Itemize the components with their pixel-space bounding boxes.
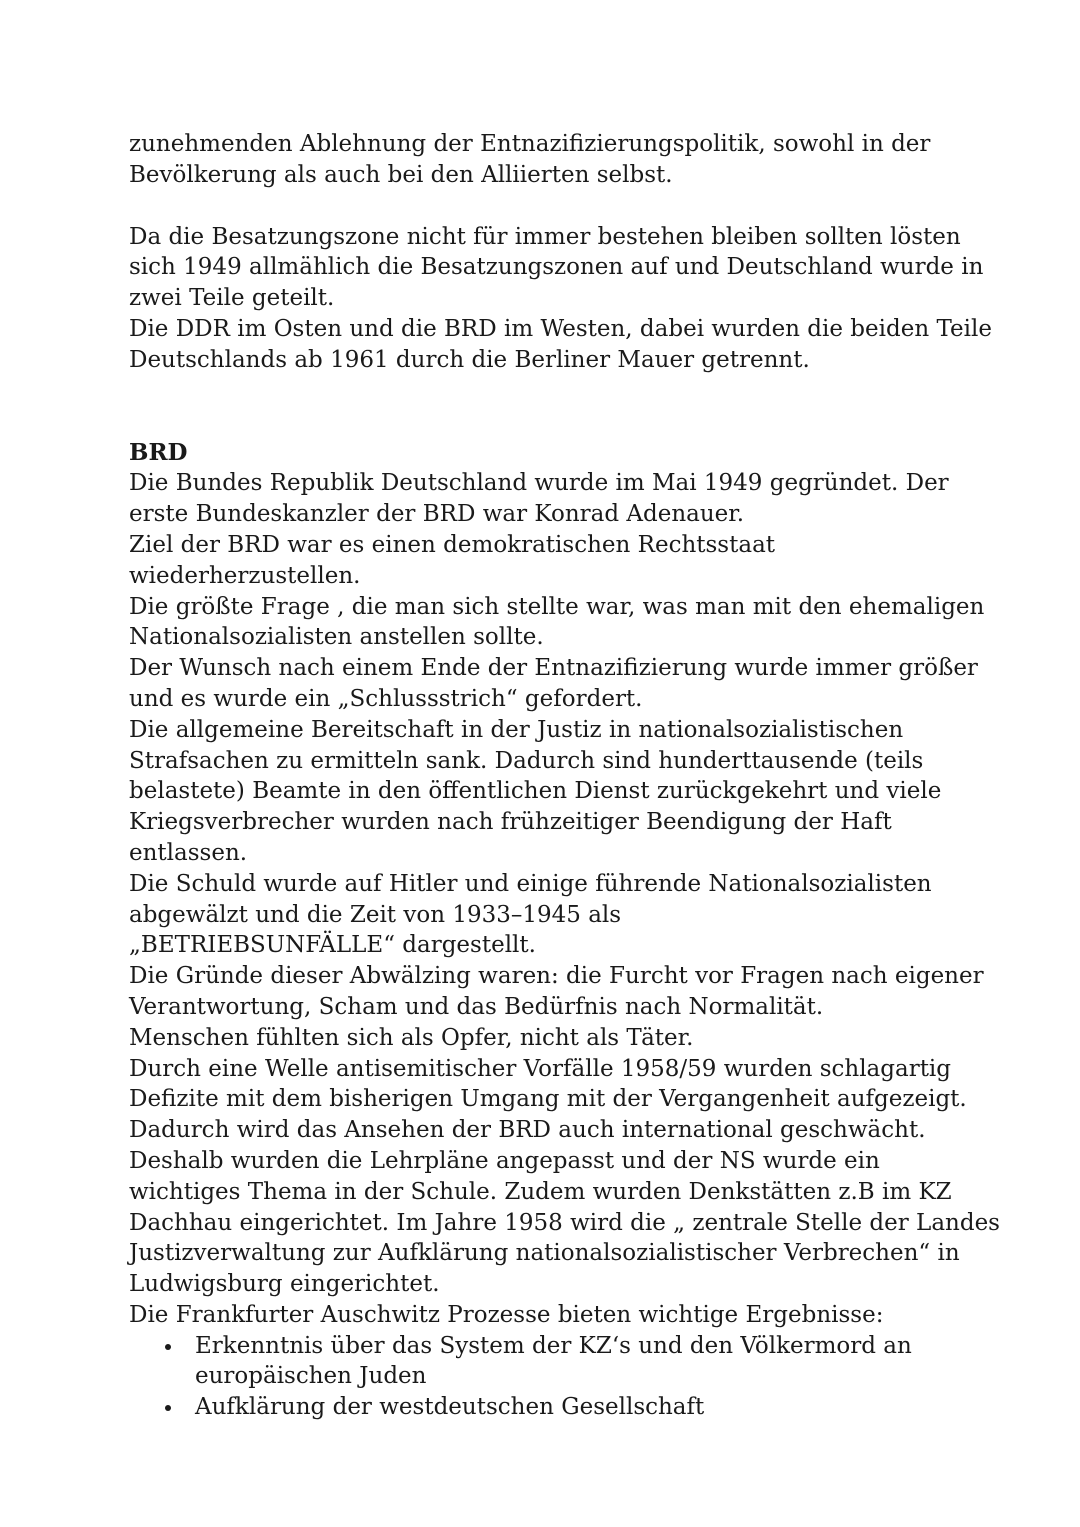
section-spacer (129, 376, 1009, 438)
intro-paragraph-1: zunehmenden Ablehnung der Entnazifizierungspolitik, sowohl in der Bevölkerung als auch bei den Alliierten selbst. (129, 131, 931, 188)
bullet-text: Aufklärung der westdeutschen Gesellschaft (195, 1394, 705, 1421)
results-bullet-list (129, 1331, 1009, 1423)
bullet-item (195, 1392, 1009, 1423)
intro-paragraph-2: Da die Besatzungszone nicht für immer bestehen bleiben sollten lösten sich 1949 allmählich die Besatzungszonen auf und Deutschland wurde in zwei Teile geteilt. Die DDR im Osten und die BRD im Westen, dabei wurden die beiden Teile Deutschlands ab 1961 durch die Berliner Mauer getrennt. (129, 223, 992, 373)
section-body-brd: Die Bundes Republik Deutschland wurde im Mai 1949 gegründet. Der erste Bundeskanzler der BRD war Konrad Adenauer. Ziel der BRD war es einen demokratischen Rechtsstaat wiederherzustellen. Die größte Frage , die man sich stellte war, was man mit den ehemaligen Nationalsozialisten anstellen sollte. Der Wunsch nach einem Ende der Entnazifizierung wurde immer größer und es wurde ein „Schlussstrich“ gefordert. Die allgemeine Bereitschaft in der Justiz in nationalsozialistischen Strafsachen zu ermitteln sank. Dadurch sind hunderttausende (teils belastete) Beamte in den öffentlichen Dienst zurückgekehrt und viele Kriegsverbrecher wurden nach frühzeitiger Beendigung der Haft entlassen. Die Schuld wurde auf Hitler und einige führende Nationalsozialisten abgewälzt und die Zeit von 1933–1945 als „BETRIEBSUNFÄLLE“ dargestellt. Die Gründe dieser Abwälzing waren: die Furcht vor Fragen nach eigener Verantwortung, Scham und das Bedürfnis nach Normalität. Menschen fühlten sich als Opfer, nicht als Täter. Durch eine Welle antisemitischer Vorfälle 1958/59 wurden schlagartig Defizite mit dem bisherigen Umgang mit der Vergangenheit aufgezeigt. Dadurch wird das Ansehen der BRD auch international geschwächt. Deshalb wurden die Lehrpläne angepasst und der NS wurde ein wichtiges Thema in der Schule. Zudem wurden Denkstätten z.B im KZ Dachhau eingerichtet. Im Jahre 1958 wird die „ zentrale Stelle der Landes Justizverwaltung zur Aufklärung nationalsozialistischer Verbrechen“ in Ludwigsburg eingerichtet. Die Frankfurter Auschwitz Prozesse bieten wichtige Ergebnisse: (129, 470, 1000, 1328)
document-page (129, 129, 1009, 1423)
section-heading-brd: BRD (129, 438, 188, 466)
bullet-dot-icon (165, 1405, 171, 1411)
bullet-item (195, 1331, 1009, 1393)
paragraph-spacer (129, 191, 1009, 222)
bullet-text: Erkenntnis über das System der KZ‘s und den Völkermord an europäischen Juden (195, 1332, 912, 1390)
bullet-dot-icon (165, 1344, 171, 1350)
